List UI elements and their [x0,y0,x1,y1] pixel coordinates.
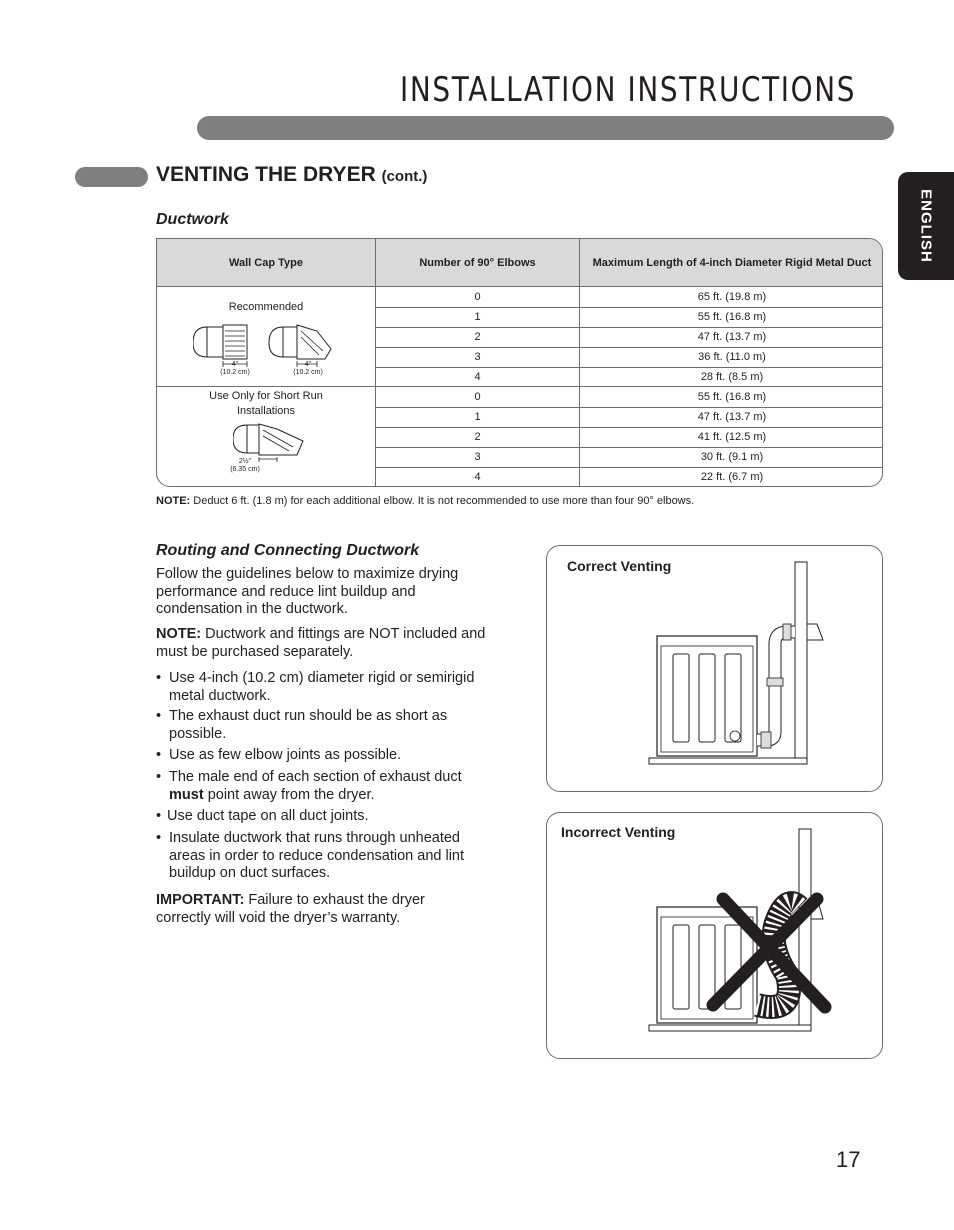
incorrect-venting-label: Incorrect Venting [561,824,676,840]
table-note: NOTE: Deduct 6 ft. (1.8 m) for each additional elbow. It is not recommended to use more than four 90° elbows. [156,495,695,507]
col-header-elbows: Number of 90° Elbows [419,256,536,269]
section-title [156,163,427,187]
cell-length: 41 ft. (12.5 m) [697,431,767,443]
incorrect-venting-figure [546,812,883,1059]
cell-length: 36 ft. (11.0 m) [698,351,766,363]
routing-note: NOTE: Ductwork and fittings are NOT included and must be purchased separately. [156,626,486,660]
table-header [157,239,883,287]
cell-length: 55 ft. (16.8 m) [697,391,767,403]
page-title: INSTALLATION INSTRUCTIONS [400,70,857,110]
cell-length: 55 ft. (16.8 m) [697,311,767,323]
dim-label: 2½" (6.35 cm) [230,458,260,473]
dim-label: 4" (10.2 cm) [220,361,250,376]
group-label-recommended: Recommended [228,301,304,313]
cell-elbows: 3 [474,451,481,463]
cell-elbows: 0 [474,291,481,303]
incorrect-venting-illustration [647,825,867,1040]
page-number: 17 [836,1147,861,1172]
ductwork-heading: Ductwork [156,211,229,228]
cell-length: 22 ft. (6.7 m) [700,471,764,483]
group-label-short-run: Use Only for Short Run Installations [209,390,323,417]
cell-elbows: 1 [474,311,481,323]
dim-label: 4" (10.2 cm) [293,361,323,376]
cell-length: 47 ft. (13.7 m) [697,411,767,423]
language-tab [898,172,954,280]
header-bar [197,116,894,140]
routing-intro: Follow the guidelines below to maximize drying performance and reduce lint buildup and condensation in the ductwork. [156,566,459,617]
wall-cap-short-hood-icon [233,423,305,463]
section-pill [75,167,148,187]
important-note: IMPORTANT: Failure to exhaust the dryer correctly will void the dryer’s warranty. [156,892,425,926]
cell-length: 47 ft. (13.7 m) [697,331,767,343]
ductwork-table [156,238,883,487]
correct-venting-figure [546,545,883,792]
cell-elbows: 4 [474,471,481,483]
col-header-max-length: Maximum Length of 4-inch Diameter Rigid Metal Duct [592,256,872,269]
language-tab-label: ENGLISH [917,189,935,263]
cell-elbows: 2 [474,331,481,343]
cell-elbows: 4 [474,371,481,383]
cell-elbows: 3 [474,351,481,363]
correct-venting-label: Correct Venting [567,558,672,574]
cell-length: 30 ft. (9.1 m) [700,451,764,463]
section-title-suffix: (cont.) [381,168,428,185]
routing-heading: Routing and Connecting Ductwork [156,542,420,559]
cell-elbows: 0 [474,391,481,403]
cell-length: 65 ft. (19.8 m) [697,291,767,303]
cell-elbows: 2 [474,431,481,443]
col-header-wall-cap: Wall Cap Type [229,256,303,269]
section-title-text: VENTING THE DRYER [156,163,376,186]
correct-venting-illustration [647,558,867,773]
cell-length: 28 ft. (8.5 m) [700,371,764,383]
cell-elbows: 1 [474,411,481,423]
